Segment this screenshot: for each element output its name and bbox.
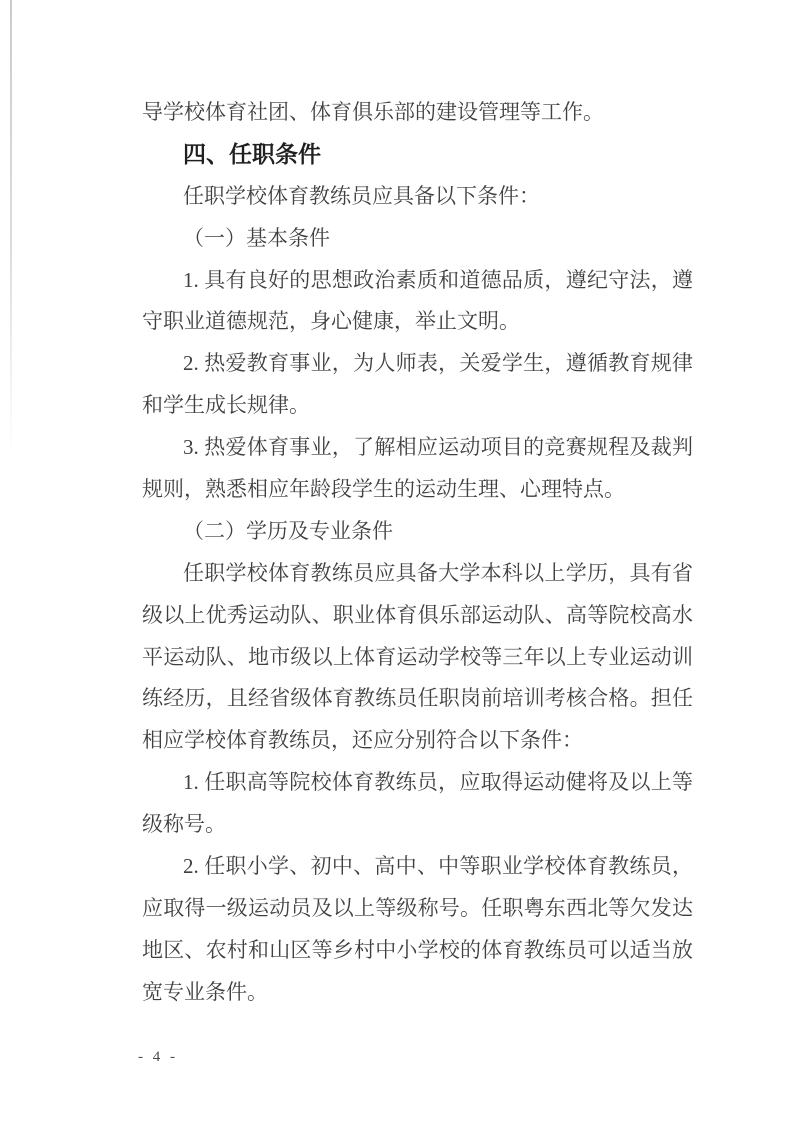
text-line: 3. 热爱体育事业，了解相应运动项目的竞赛规程及裁判 [183,435,693,460]
text-line: 平运动队、地市级以上体育运动学校等三年以上专业运动训 [142,644,693,669]
text-line: 任职学校体育教练员应具备大学本科以上学历，具有省 [183,560,693,585]
text-line: 练经历，且经省级体育教练员任职岗前培训考核合格。担任 [142,686,693,711]
text-line: 导学校体育社团、体育俱乐部的建设管理等工作。 [142,100,604,124]
text-line: 级以上优秀运动队、职业体育俱乐部运动队、高等院校高水 [142,602,693,627]
text-line: 1. 具有良好的思想政治素质和道德品质，遵纪守法，遵 [183,267,693,292]
text-line: 2. 任职小学、初中、高中、中等职业学校体育教练员， [183,854,693,879]
text-line: 规则，熟悉相应年龄段学生的运动生理、心理特点。 [142,477,625,502]
text-line: （二）学历及专业条件 [183,518,393,543]
text-line: 2. 热爱教育事业，为人师表，关爱学生，遵循教育规律 [183,351,693,376]
text-line: 守职业道德规范，身心健康，举止文明。 [142,309,520,334]
text-line: 级称号。 [142,812,226,837]
document-body [142,92,693,1014]
text-line: 1. 任职高等院校体育教练员，应取得运动健将及以上等 [183,770,693,795]
text-line: （一）基本条件 [183,225,330,250]
text-line: 应取得一级运动员及以上等级称号。任职粤东西北等欠发达 [142,895,693,920]
text-line: 宽专业条件。 [142,979,268,1004]
scan-edge-artifact [10,0,12,455]
page-number: - 4 - [138,1049,178,1065]
section-heading: 四、任职条件 [183,140,321,167]
text-line: 和学生成长规律。 [142,393,310,418]
text-line: 地区、农村和山区等乡村中小学校的体育教练员可以适当放 [142,937,693,962]
text-line: 任职学校体育教练员应具备以下条件： [183,183,540,208]
text-line: 相应学校体育教练员，还应分别符合以下条件： [142,728,583,753]
